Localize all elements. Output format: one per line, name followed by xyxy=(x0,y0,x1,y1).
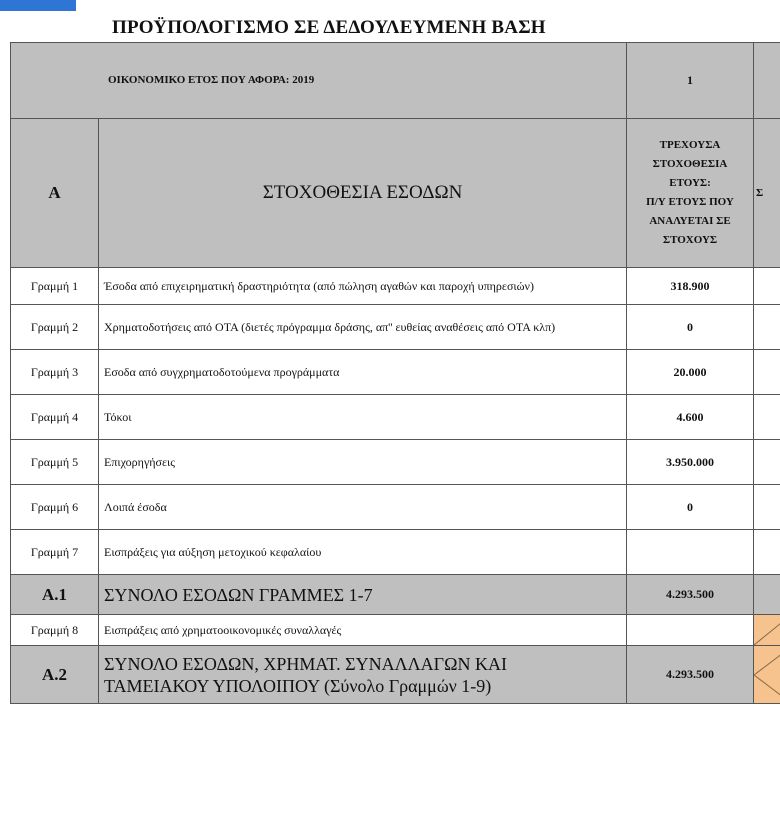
subtotal-a1-value: 4.293.500 xyxy=(627,575,754,615)
row-value xyxy=(627,530,754,575)
row-label: Γραμμή 6 xyxy=(11,485,99,530)
column-edge-cell xyxy=(754,43,780,119)
table-row xyxy=(11,305,780,350)
section-title: ΣΤΟΧΟΘΕΣΙΑ ΕΣΟΔΩΝ xyxy=(99,119,627,268)
row-value: 0 xyxy=(627,485,754,530)
subtotal-a2-value: 4.293.500 xyxy=(627,646,754,704)
row-label: Γραμμή 5 xyxy=(11,440,99,485)
subtotal-a1-description: ΣΥΝΟΛΟ ΕΣΟΔΩΝ ΓΡΑΜΜΕΣ 1-7 xyxy=(99,575,627,615)
row-description: Εισπράξεις για αύξηση μετοχικού κεφαλαίου xyxy=(99,530,627,575)
row-label: Γραμμή 2 xyxy=(11,305,99,350)
row-value: 4.600 xyxy=(627,395,754,440)
current-target-header: ΤΡΕΧΟΥΣΑ ΣΤΟΧΟΘΕΣΙΑ ΕΤΟΥΣ: Π/Υ ΕΤΟΥΣ ΠΟΥ ΑΝΑΛΥΕΤΑΙ ΣΕ ΣΤΟΧΟΥΣ xyxy=(627,119,754,268)
edge-cell xyxy=(754,485,780,530)
highlight-cell xyxy=(754,615,780,646)
row-label: Γραμμή 4 xyxy=(11,395,99,440)
row-value: 3.950.000 xyxy=(627,440,754,485)
edge-cell xyxy=(754,305,780,350)
row-label: Γραμμή 7 xyxy=(11,530,99,575)
table-row xyxy=(11,615,780,646)
table-row xyxy=(11,268,780,305)
row-description: Χρηματοδοτήσεις από ΟΤΑ (διετές πρόγραμμα δράσης, απ'' ευθείας αναθέσεις από ΟΤΑ κλπ) xyxy=(99,305,627,350)
cell-fill-marker xyxy=(754,615,780,645)
section-letter: Α xyxy=(11,119,99,268)
edge-cell xyxy=(754,575,780,615)
page-title: ΠΡΟΫΠΟΛΟΓΙΣΜΟ ΣΕ ΔΕΔΟΥΛΕΥΜΕΝΗ ΒΑΣΗ xyxy=(112,17,546,38)
cut-column-header: Σ xyxy=(754,119,780,268)
subtotal-a2-label: Α.2 xyxy=(11,646,99,704)
row-description: Τόκοι xyxy=(99,395,627,440)
row-label: Γραμμή 8 xyxy=(11,615,99,646)
row-value xyxy=(627,615,754,646)
row-description: Εισπράξεις από χρηματοοικονομικές συναλλαγές xyxy=(99,615,627,646)
table-row xyxy=(11,530,780,575)
row-description: Επιχορηγήσεις xyxy=(99,440,627,485)
column-number: 1 xyxy=(627,43,754,119)
highlight-cell xyxy=(754,646,780,704)
row-description: Εσοδα από συγχρηματοδοτούμενα προγράμματα xyxy=(99,350,627,395)
table-row xyxy=(11,440,780,485)
fiscal-year-row xyxy=(11,43,780,119)
edge-cell xyxy=(754,530,780,575)
fiscal-year-label: ΟΙΚΟΝΟΜΙΚΟ ΕΤΟΣ ΠΟΥ ΑΦΟΡΑ: 2019 xyxy=(11,43,627,119)
cell-fill-marker xyxy=(754,647,780,703)
subtotal-a1-row xyxy=(11,575,780,615)
row-value: 20.000 xyxy=(627,350,754,395)
subtotal-a2-row xyxy=(11,646,780,704)
row-label: Γραμμή 3 xyxy=(11,350,99,395)
edge-cell xyxy=(754,268,780,305)
edge-cell xyxy=(754,350,780,395)
row-description: Έσοδα από επιχειρηματική δραστηριότητα (από πώληση αγαθών και παροχή υπηρεσιών) xyxy=(99,268,627,305)
table-row xyxy=(11,395,780,440)
budget-table xyxy=(10,42,780,704)
blue-tab-marker xyxy=(0,0,76,11)
table-row xyxy=(11,350,780,395)
row-value: 318.900 xyxy=(627,268,754,305)
edge-cell xyxy=(754,440,780,485)
subtotal-a2-description: ΣΥΝΟΛΟ ΕΣΟΔΩΝ, ΧΡΗΜΑΤ. ΣΥΝΑΛΛΑΓΩΝ ΚΑΙ ΤΑΜΕΙΑΚΟΥ ΥΠΟΛΟΙΠΟΥ (Σύνολο Γραμμών 1-9) xyxy=(99,646,627,704)
column-header-row xyxy=(11,119,780,268)
row-label: Γραμμή 1 xyxy=(11,268,99,305)
row-description: Λοιπά έσοδα xyxy=(99,485,627,530)
row-value: 0 xyxy=(627,305,754,350)
subtotal-a1-label: Α.1 xyxy=(11,575,99,615)
table-row xyxy=(11,485,780,530)
edge-cell xyxy=(754,395,780,440)
